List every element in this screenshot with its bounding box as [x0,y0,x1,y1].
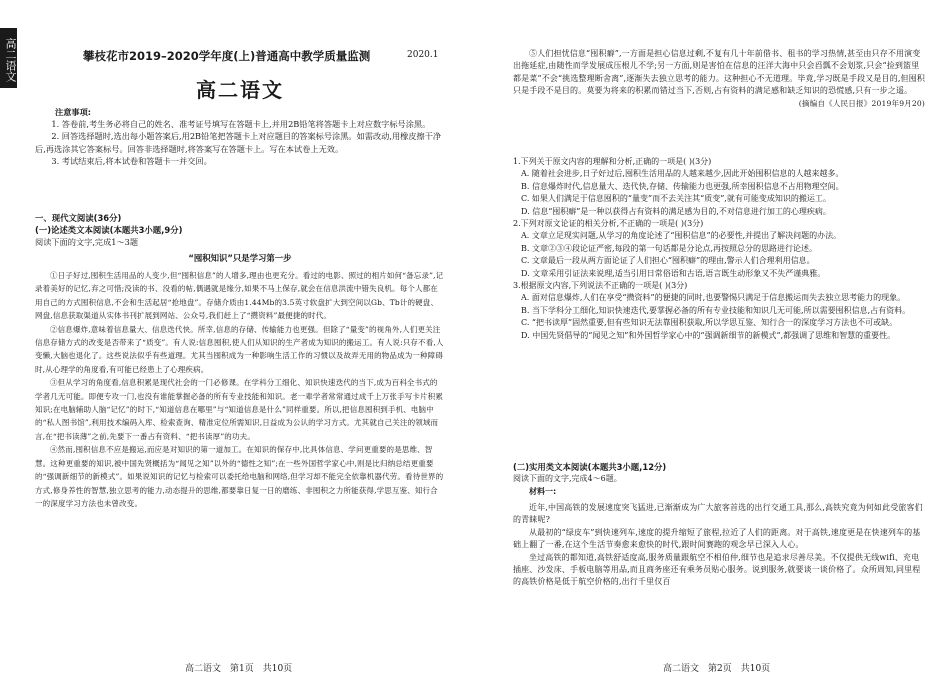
page-right [513,0,925,687]
exam-date: 2020.1 [407,50,439,60]
note-item-2: 2. 回答选择题时,选出每小题答案后,用2B铅笔把答题卡上对应题目的答案标号涂黑。如需改动,用橡皮擦干净后,再选涂其它答案标号。回答非选择题时,将答案写在答题卡上。写在本试卷上无效。 [35,131,442,154]
footer-left: 高二语文 第1页 共10页 [185,664,293,674]
question-2-option-c: C. 文章最后一段从两方面论证了人们担心“囤积癖”的理由,警示人们合理利用信息。 [521,256,815,266]
question-2-option-d: D. 文章采用引证法来说理,适当引用日常俗语和古语,语言既生动形象又不失严谨典雅。 [521,268,826,278]
question-2-option-b: B. 文章②③④段论证严密,每段的第一句话都是分论点,再按照总分的思路进行论述。 [521,243,818,253]
section2-block [513,461,925,498]
page-left [35,0,445,687]
section2-instruction: 阅读下面的文字,完成4～6题。 [513,474,622,484]
subject-title: 高二语文 [196,78,284,102]
notes-block [35,106,445,167]
question-3-stem: 3.根据原文内容,下列说法不正确的一项是( )(3分) [513,281,688,291]
section1-heading: 一、现代文阅读(36分) [35,213,122,223]
article-paragraph-5-block [513,48,925,110]
question-1-stem: 1.下列关于原文内容的理解和分析,正确的一项是( )(3分) [513,157,712,166]
article-paragraph-1: ①日子好过,囤积生活用品的人变少,但“囤积信息”的人增多,理由也更充分。看过的电影、照过的相片如何“备忘录”,记录着美好的记忆,弃之可惜;没读的书、没看的帖,偶遇就是缘分,如果不马上保存,就会在信息洪流中错失良机。每个人都在用自己的方式囤积信息,不会和生活起居“抢地盘”。存储介质由1.44Mb的3.5英寸软盘扩大到空间以Gb、Tb计的硬盘、网盘,信息获取渠道从实体书刊扩展到网站、公众号,我们赶上了“攒资料”最便捷的时代。 [35,271,444,321]
question-2-option-a: A. 文章立足现实问题,从学习的角度论述了“囤积信息”的必要性,并提出了解决问题的办法。 [521,231,842,241]
article-body [35,269,445,510]
question-3-option-a: A. 面对信息爆炸,人们在享受“攒资料”的便捷的同时,也要警惕只满足于信息搬运而失去独立思考能力的现象。 [521,293,906,303]
section1-subheading: (一)论述类文本阅读(本题共3小题,9分) [35,225,183,236]
note-item-3: 3. 考试结束后,将本试卷和答题卡一并交回。 [51,155,212,166]
article-paragraph-5: ⑤人们担忧信息“囤积癖”,一方面是担心信息过剩,不复有几十年前借书、租书的学习热情,甚至由只存不用演变出拖延症,由随性而学发展成压根儿不学;另一方面,则是害怕在信息的汪洋大海中只会舀瓢不会划浆,只会“捡到篮里都是菜”不会“挑选整理断舍离”,逐渐失去独立思考的能力。这种担心不无道理。毕竟,学习既是手段又是目的,但囤积只是手段不是目的。莫要为将来的积累而错过当下,否则,占有资料的满足感和缺乏知识的恐慌感,只有一步之遥。 [513,49,925,96]
questions-block [513,156,925,342]
notes-heading: 注意事项: [55,107,92,117]
footer-right: 高二语文 第2页 共10页 [663,664,771,674]
question-2-stem: 2.下列对原文论证的相关分析,不正确的一项是( )(3分) [513,219,704,229]
article-paragraph-3: ③但从学习的角度看,信息积累是现代社会的一门必修课。在学科分工细化、知识快速迭代的当下,成为百科全书式的学者几无可能。即便专攻一门,也没有谁能掌握必备的所有专业技能和知识。老一辈学者常常通过成千上万张手写卡片积累知识;在电脑辅助人脑“记忆”的时下,“知道信息在哪里”与“知道信息是什么”同样重要。所以,把信息囤积到手机、电脑中的“私人图书馆”,利用技术编码入库、检索查询、精准定位所需知识,日益成为公认的学习方式。尤其就自己关注的领域而言,在“把书读薄”之前,先要下一番占有资料、“把书读厚”的功夫。 [35,378,443,441]
section1-instruction: 阅读下面的文字,完成1～3题 [35,237,139,248]
article-paragraph-2: ②信息爆炸,意味着信息量大、信息迭代快。所幸,信息的存储、传输能力也更强。但除了“量变”的视角外,人们更关注信息存储方式的改变是否带来了“质变”。有人说:信息囤积,使人们从知识的生产者成为知识的搬运工。有人说:只存不看,人变懒,大脑也退化了。这些说法似乎有些道理。尤其当囤积成为一种影响生活工作的习惯以及故弄无用的物品成为一种障碍时,从心理学的角度看,有可能已经患上了心理疾病。 [35,324,444,374]
material-paragraph-2: 从最初的“绿皮车”到快速列车,速度的提升缩短了旅程,拉近了人们的距离。对于高铁,速度更是在快速列车的基础上翻了一番,在这个生活节奏愈来愈快的时代,跟时间赛跑的观念早已深入人心。 [513,527,921,550]
material-paragraph-1: 近年,中国高铁的发展速度突飞猛进,已渐渐成为广大旅客首选的出行交通工具,那么,高铁究竟为何如此受旅客们的青睐呢? [513,503,923,525]
question-3-option-d: D. 中国先贤倡导的“闻见之知”和外国哲学家心中的“强调新细节的新模式”,都强调了思维和智慧的重要性。 [521,330,896,340]
article-paragraph-4: ④然而,囤积信息不应是搬运,而应是对知识的第一道加工。在知识的保存中,比具体信息、学问更重要的是思维、智慧。这种更重要的知识,被中国先贤概括为“闻见之知”以外的“德性之知”;在一些外国哲学家心中,则是比归纳总结更重要的“强调新细节的新模式”。如果说知识的记忆与检索可以委托给电脑和网络,但学习却不能完全依靠机器代劳。看待世界的方式,修身养性的智慧,独立思考的能力,动态提升的思维,都要靠日复一日的磨练、非囤积之力所能获得,学思互鉴、知行合一的深度学习方法也未曾改变。 [35,445,444,508]
question-1-option-c: C. 如果人们满足于信息囤积的“量变”而不去关注其“质变”,就有可能变成知识的搬运工。 [521,194,831,204]
subject-side-tab: 高二语文 [0,28,17,88]
section2-subheading: (二)实用类文本阅读(本题共3小题,12分) [513,462,667,472]
article-source: (摘编自《人民日报》2019年9月20) [798,98,925,108]
question-3-option-b: B. 当下学科分工细化,知识快速迭代,要掌握必备的所有专业技能和知识几无可能,所以需要囤积信息,占有资料。 [521,305,911,315]
question-1-option-a: A. 随着社会进步,日子好过后,囤积生活用品的人越来越少,因此开始囤积信息的人越来越多。 [521,169,844,179]
section2-body [513,502,925,589]
section1-block [35,212,445,264]
material-label: 材料一: [529,486,557,496]
article-title: “囤积知识”只是学习第一步 [188,252,292,263]
question-3-option-c: C. “把书读厚”固然重要,但有些知识无法靠囤积获取,所以学思互鉴、知行合一的深度学习方法也不可或缺。 [521,318,898,328]
material-paragraph-3: 坐过高铁的都知道,高铁舒适度高,服务质量跟航空不相伯仲,细节也是追求尽善尽美。不仅提供无线wifi、充电插座、沙发床、手板电脑等用品,而且商务座还有乘务员贴心服务。说到服务,就要谈一谈价格了。众所周知,同里程的高铁价格是低于航空价格的,出行千里仅百 [513,552,921,587]
question-1-option-b: B. 信息爆炸时代,信息量大、迭代快,存储、传输能力也更强,所幸囤积信息不占用物理空间。 [521,181,844,191]
question-1-option-d: D. 信息“囤积癖”是一种以获得占有资料的满足感为目的,不对信息进行加工的心理疾病。 [521,206,831,216]
note-item-1: 1. 答卷前,考生务必将自己的姓名、准考证号填写在答题卡上,并用2B铅笔将答题卡上对应数字标号涂黑。 [51,119,431,130]
exam-title: 攀枝花市2019–2020学年度(上)普通高中教学质量监测 [83,49,371,63]
